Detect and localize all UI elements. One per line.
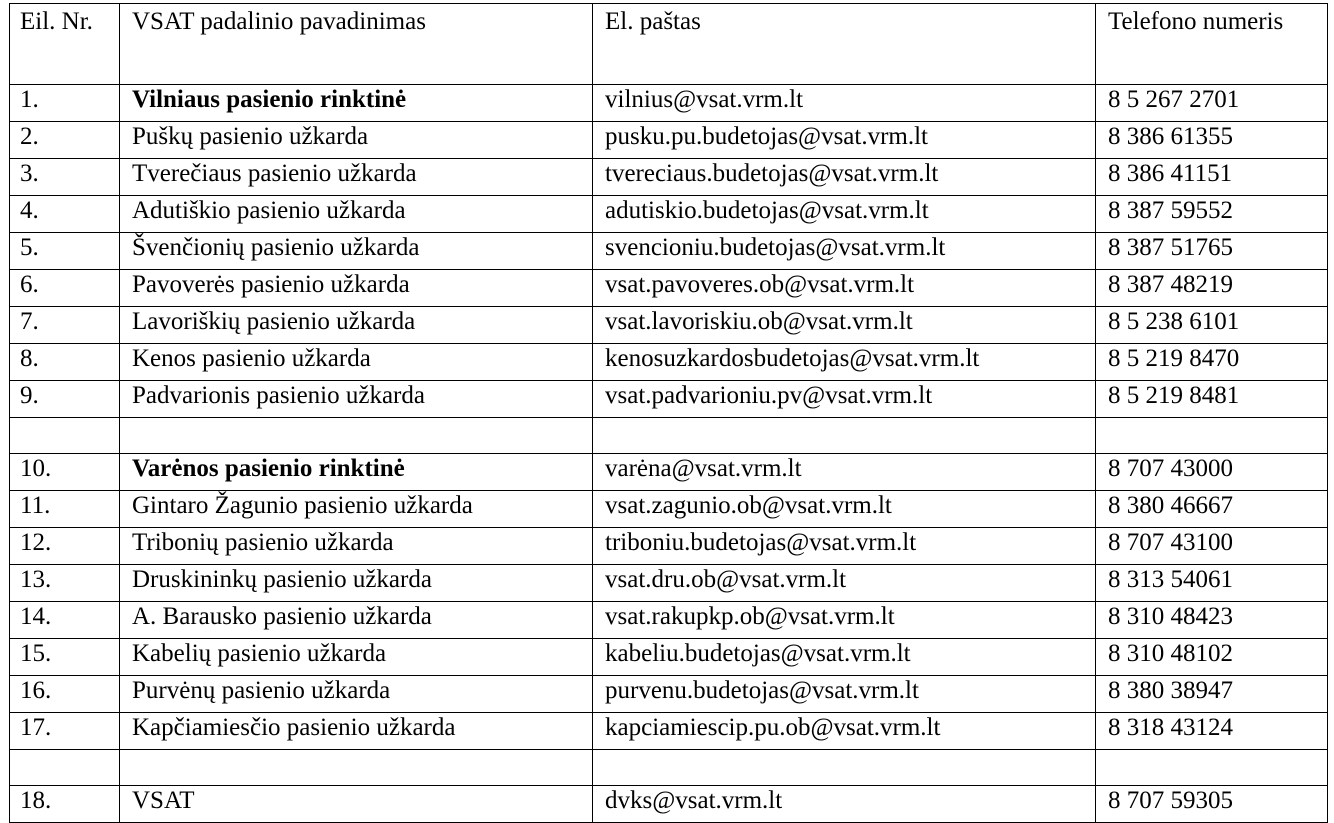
email-address: vsat.padvarioniu.pv@vsat.vrm.lt	[593, 381, 1096, 418]
phone-number: 8 310 48102	[1096, 639, 1328, 676]
email-address: pusku.pu.budetojas@vsat.vrm.lt	[593, 122, 1096, 159]
unit-name: Lavoriškių pasienio užkarda	[120, 307, 593, 344]
table-header-row	[10, 4, 1328, 85]
table-row	[10, 270, 1328, 307]
email-address: vilnius@vsat.vrm.lt	[593, 85, 1096, 122]
table-row	[10, 233, 1328, 270]
email-address: kabeliu.budetojas@vsat.vrm.lt	[593, 639, 1096, 676]
table-row	[10, 196, 1328, 233]
row-number: 2.	[10, 122, 120, 159]
table-row	[10, 491, 1328, 528]
email-address: vsat.pavoveres.ob@vsat.vrm.lt	[593, 270, 1096, 307]
phone-number: 8 310 48423	[1096, 602, 1328, 639]
phone-number: 8 318 43124	[1096, 713, 1328, 750]
unit-name: Kapčiamiesčio pasienio užkarda	[120, 713, 593, 750]
unit-name: Kenos pasienio užkarda	[120, 344, 593, 381]
phone-number: 8 387 59552	[1096, 196, 1328, 233]
unit-name: Kabelių pasienio užkarda	[120, 639, 593, 676]
empty-cell	[10, 750, 120, 786]
email-address: triboniu.budetojas@vsat.vrm.lt	[593, 528, 1096, 565]
email-address: vsat.zagunio.ob@vsat.vrm.lt	[593, 491, 1096, 528]
phone-number: 8 5 219 8481	[1096, 381, 1328, 418]
phone-number: 8 5 238 6101	[1096, 307, 1328, 344]
table-row	[10, 454, 1328, 491]
row-number: 16.	[10, 676, 120, 713]
header-nr	[10, 4, 120, 85]
header-name	[120, 4, 593, 85]
table-row	[10, 159, 1328, 196]
email-address: svencioniu.budetojas@vsat.vrm.lt	[593, 233, 1096, 270]
table-row	[10, 602, 1328, 639]
unit-name: Adutiškio pasienio užkarda	[120, 196, 593, 233]
email-address: kapciamiescip.pu.ob@vsat.vrm.lt	[593, 713, 1096, 750]
phone-number: 8 387 51765	[1096, 233, 1328, 270]
header-nr-label: Eil. Nr.	[20, 8, 93, 35]
table-row	[10, 122, 1328, 159]
row-number: 12.	[10, 528, 120, 565]
row-number: 17.	[10, 713, 120, 750]
unit-name: Gintaro Žagunio pasienio užkarda	[120, 491, 593, 528]
email-address: vsat.rakupkp.ob@vsat.vrm.lt	[593, 602, 1096, 639]
header-phone	[1096, 4, 1328, 85]
row-number: 3.	[10, 159, 120, 196]
row-number: 15.	[10, 639, 120, 676]
unit-name: Padvarionis pasienio užkarda	[120, 381, 593, 418]
empty-cell	[120, 750, 593, 786]
row-number: 10.	[10, 454, 120, 491]
header-email	[593, 4, 1096, 85]
phone-number: 8 5 219 8470	[1096, 344, 1328, 381]
row-number: 1.	[10, 85, 120, 122]
phone-number: 8 707 43000	[1096, 454, 1328, 491]
table-row	[10, 639, 1328, 676]
phone-number: 8 380 46667	[1096, 491, 1328, 528]
row-number: 5.	[10, 233, 120, 270]
phone-number: 8 313 54061	[1096, 565, 1328, 602]
header-name-label: VSAT padalinio pavadinimas	[132, 8, 426, 35]
email-address: dvks@vsat.vrm.lt	[593, 786, 1096, 823]
table-row	[10, 676, 1328, 713]
email-address: adutiskio.budetojas@vsat.vrm.lt	[593, 196, 1096, 233]
table-row	[10, 381, 1328, 418]
unit-name: Vilniaus pasienio rinktinė	[120, 85, 593, 122]
phone-number: 8 707 43100	[1096, 528, 1328, 565]
phone-number: 8 5 267 2701	[1096, 85, 1328, 122]
unit-name: A. Barausko pasienio užkarda	[120, 602, 593, 639]
contacts-table-body	[10, 4, 1328, 823]
table-row	[10, 528, 1328, 565]
empty-cell	[593, 418, 1096, 454]
email-address: vsat.lavoriskiu.ob@vsat.vrm.lt	[593, 307, 1096, 344]
row-number: 6.	[10, 270, 120, 307]
header-phone-label: Telefono numeris	[1108, 8, 1284, 35]
empty-cell	[120, 418, 593, 454]
phone-number: 8 386 61355	[1096, 122, 1328, 159]
unit-name: Varėnos pasienio rinktinė	[120, 454, 593, 491]
phone-number: 8 387 48219	[1096, 270, 1328, 307]
unit-name: VSAT	[120, 786, 593, 823]
row-number: 18.	[10, 786, 120, 823]
unit-name: Purvėnų pasienio užkarda	[120, 676, 593, 713]
empty-cell	[593, 750, 1096, 786]
phone-number: 8 707 59305	[1096, 786, 1328, 823]
row-number: 14.	[10, 602, 120, 639]
spacer-row	[10, 418, 1328, 454]
table-row	[10, 344, 1328, 381]
email-address: varėna@vsat.vrm.lt	[593, 454, 1096, 491]
unit-name: Tverečiaus pasienio užkarda	[120, 159, 593, 196]
header-email-label: El. paštas	[605, 8, 701, 35]
table-row	[10, 713, 1328, 750]
table-row	[10, 565, 1328, 602]
row-number: 7.	[10, 307, 120, 344]
empty-cell	[1096, 750, 1328, 786]
row-number: 8.	[10, 344, 120, 381]
row-number: 4.	[10, 196, 120, 233]
email-address: vsat.dru.ob@vsat.vrm.lt	[593, 565, 1096, 602]
row-number: 9.	[10, 381, 120, 418]
row-number: 13.	[10, 565, 120, 602]
empty-cell	[10, 418, 120, 454]
unit-name: Tribonių pasienio užkarda	[120, 528, 593, 565]
row-number: 11.	[10, 491, 120, 528]
unit-name: Puškų pasienio užkarda	[120, 122, 593, 159]
email-address: tvereciaus.budetojas@vsat.vrm.lt	[593, 159, 1096, 196]
spacer-row	[10, 750, 1328, 786]
phone-number: 8 386 41151	[1096, 159, 1328, 196]
table-row	[10, 786, 1328, 823]
unit-name: Švenčionių pasienio užkarda	[120, 233, 593, 270]
email-address: kenosuzkardosbudetojas@vsat.vrm.lt	[593, 344, 1096, 381]
unit-name: Druskininkų pasienio užkarda	[120, 565, 593, 602]
table-row	[10, 85, 1328, 122]
unit-name: Pavoverės pasienio užkarda	[120, 270, 593, 307]
table-row	[10, 307, 1328, 344]
contacts-table	[9, 3, 1328, 823]
empty-cell	[1096, 418, 1328, 454]
phone-number: 8 380 38947	[1096, 676, 1328, 713]
email-address: purvenu.budetojas@vsat.vrm.lt	[593, 676, 1096, 713]
